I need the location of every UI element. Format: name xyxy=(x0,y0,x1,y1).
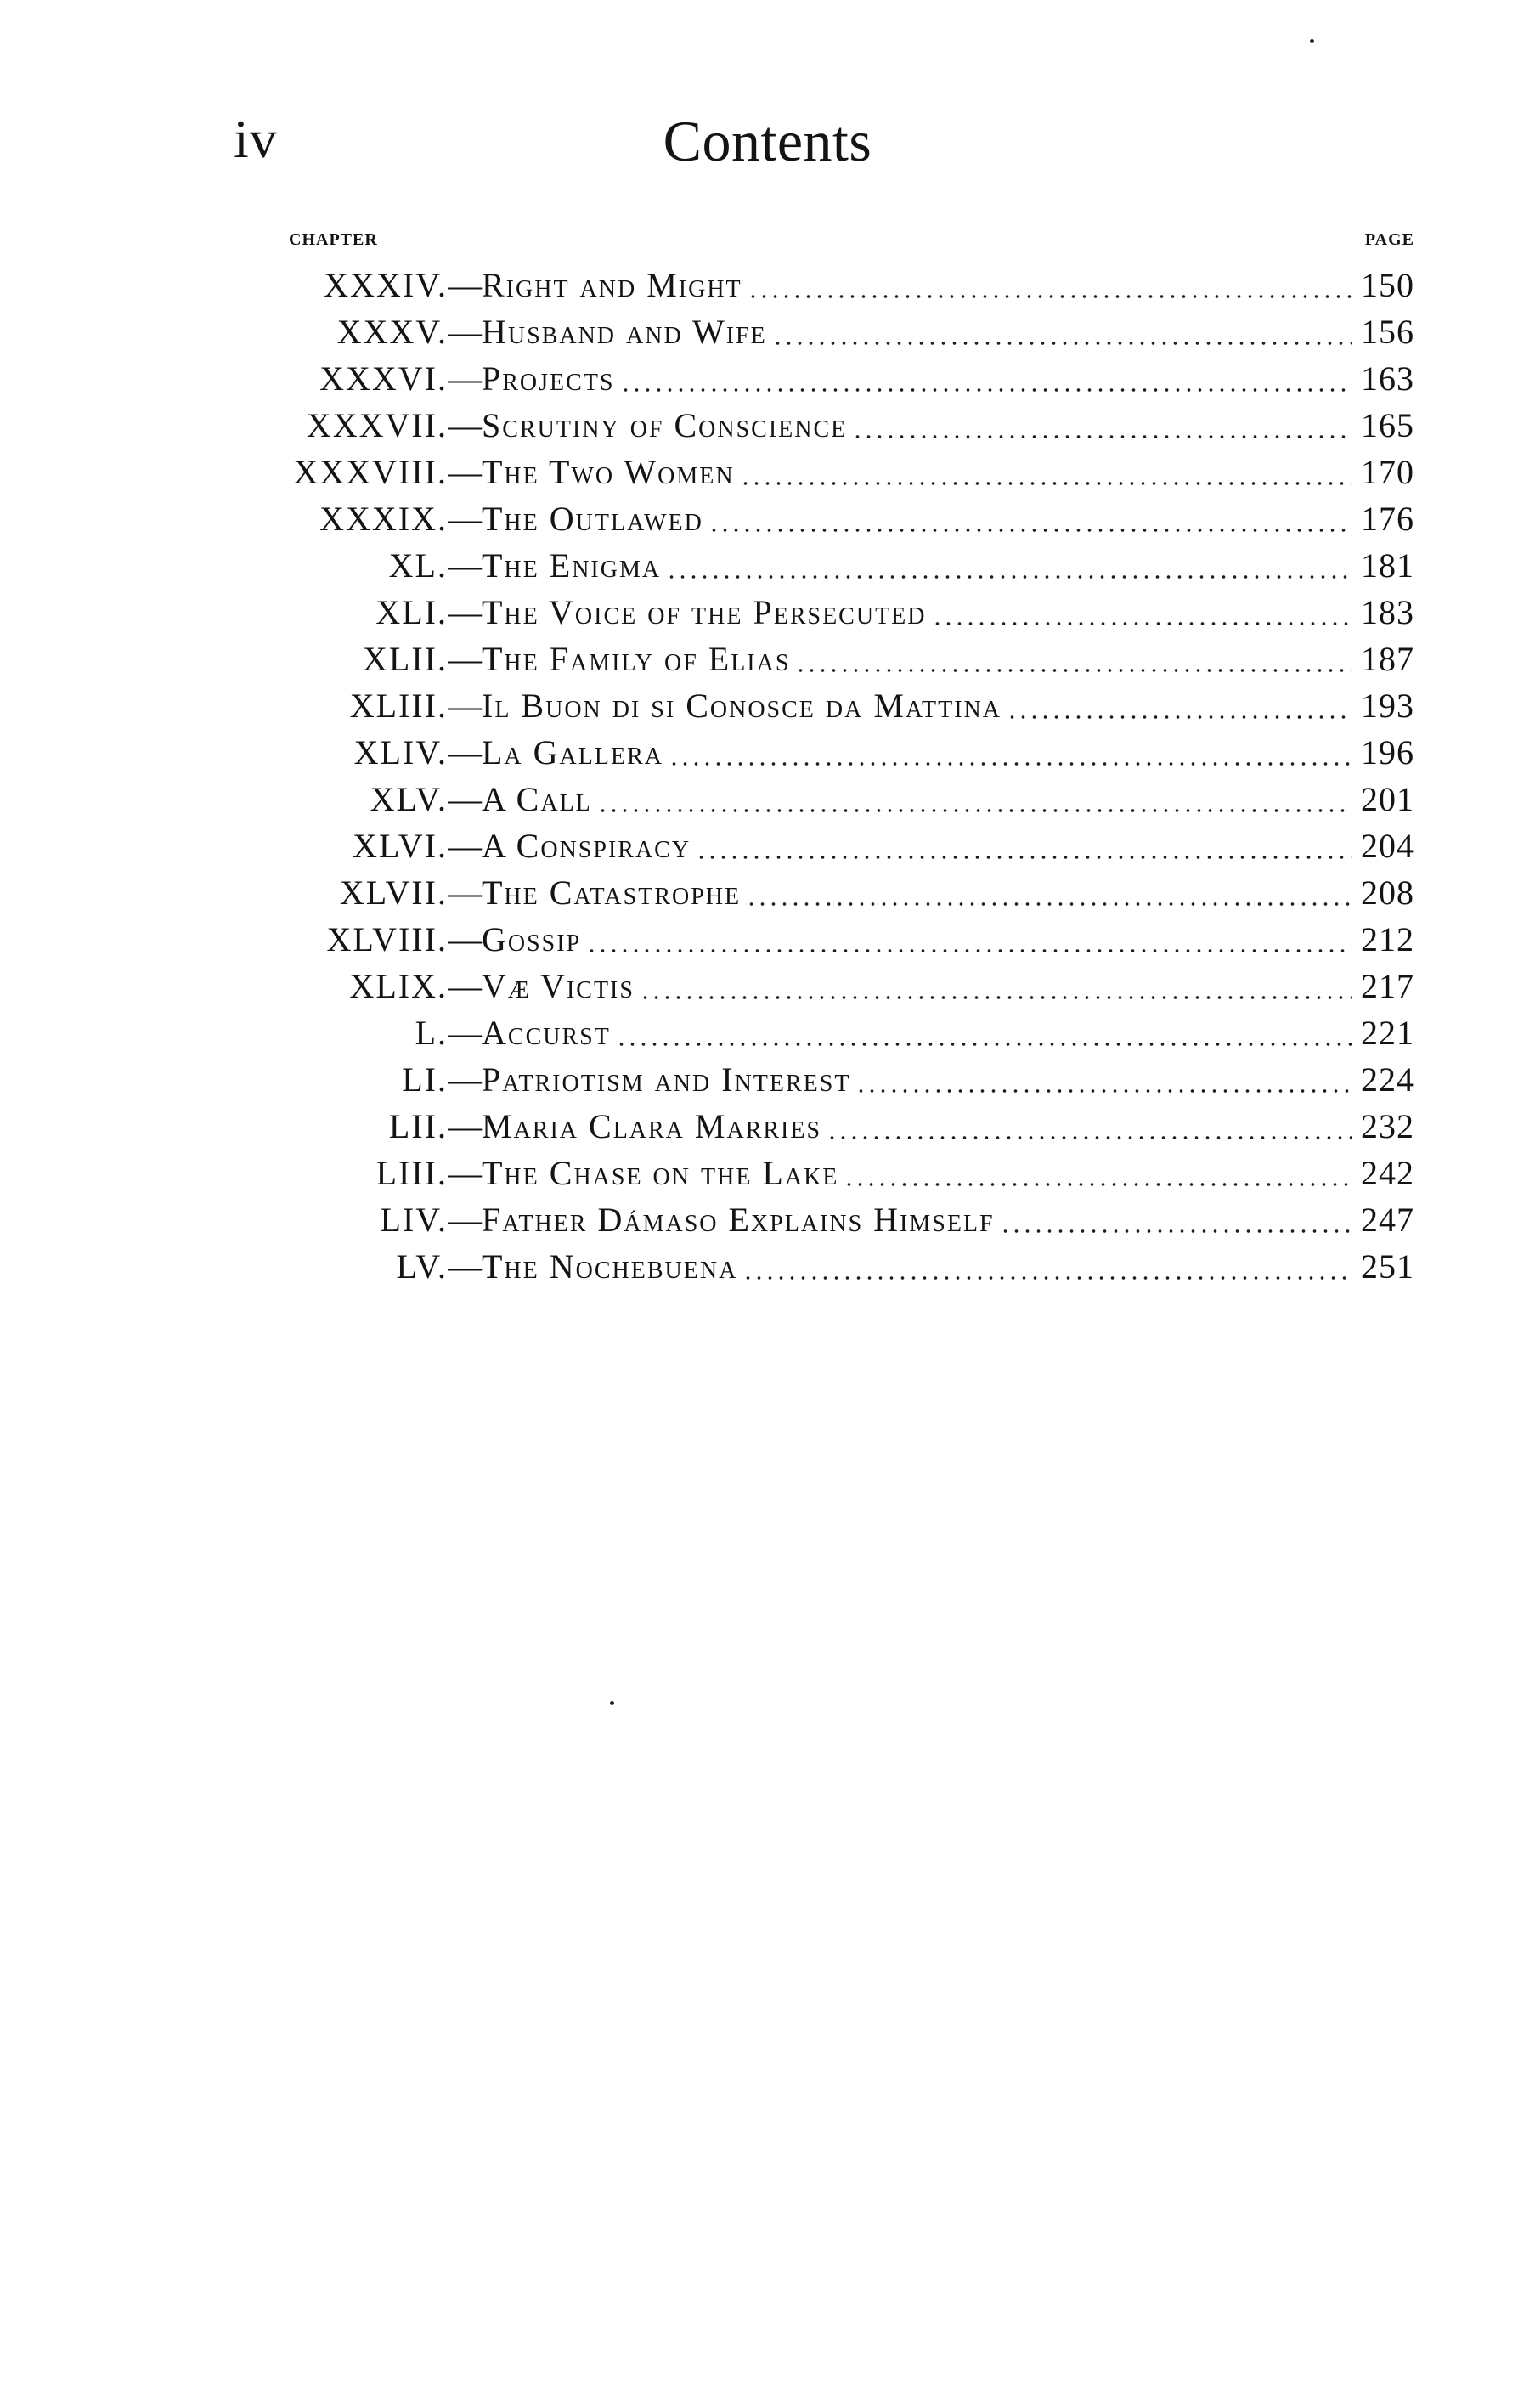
chapter-title: Gossip xyxy=(482,920,582,958)
dot-leader xyxy=(932,622,1353,625)
chapter-number: XLIII. xyxy=(349,687,448,725)
dot-leader xyxy=(855,1089,1352,1093)
dash-separator: — xyxy=(448,593,482,631)
chapter-number: XLII. xyxy=(363,640,448,678)
chapter-page-number: 201 xyxy=(1361,780,1414,818)
dash-separator: — xyxy=(448,359,482,398)
dot-leader xyxy=(597,809,1352,812)
chapter-entry-line xyxy=(448,355,1414,402)
toc-entry xyxy=(0,1103,1535,1150)
chapter-title: Væ Victis xyxy=(482,967,635,1005)
chapter-entry-line xyxy=(448,262,1414,308)
chapter-entry-line xyxy=(448,822,1414,869)
chapter-title: A Call xyxy=(482,780,592,818)
page-column-heading: PAGE xyxy=(1364,230,1414,249)
chapter-title: The Chase on the Lake xyxy=(482,1154,839,1192)
chapter-entry-line xyxy=(448,682,1414,729)
chapter-entry-line xyxy=(448,869,1414,916)
chapter-page-number: 150 xyxy=(1361,266,1414,304)
chapter-page-number: 170 xyxy=(1361,453,1414,491)
chapter-title: Maria Clara Marries xyxy=(482,1107,822,1145)
chapter-title: Patriotism and Interest xyxy=(482,1060,851,1099)
dash-separator: — xyxy=(448,687,482,725)
chapter-entry-line xyxy=(448,495,1414,542)
dot-leader xyxy=(696,856,1352,859)
toc-entry xyxy=(0,449,1535,495)
chapter-title: The Two Women xyxy=(482,453,735,491)
stray-ink-mark xyxy=(1310,39,1314,43)
dash-separator: — xyxy=(448,1014,482,1052)
toc-entry xyxy=(0,355,1535,402)
dot-leader xyxy=(640,996,1352,999)
chapter-entry-line xyxy=(448,1150,1414,1196)
chapter-number: LIV. xyxy=(380,1201,448,1239)
chapter-number: XXXVI. xyxy=(319,359,448,398)
chapter-number: XL. xyxy=(388,546,448,585)
toc-entry xyxy=(0,869,1535,916)
toc-entry xyxy=(0,682,1535,729)
dot-leader xyxy=(795,669,1352,672)
dot-leader xyxy=(827,1136,1352,1139)
chapter-number: XLIX. xyxy=(349,967,448,1005)
chapter-number: XXXIX. xyxy=(319,500,448,538)
chapter-page-number: 181 xyxy=(1361,546,1414,585)
chapter-number: XLI. xyxy=(375,593,448,631)
chapter-column-heading: CHAPTER xyxy=(289,230,378,249)
toc-entry xyxy=(0,542,1535,589)
page-title: Contents xyxy=(663,109,872,173)
chapter-title: Scrutiny of Conscience xyxy=(482,406,848,444)
toc-entry xyxy=(0,776,1535,822)
dot-leader xyxy=(1000,1229,1352,1233)
chapter-page-number: 208 xyxy=(1361,873,1414,912)
chapter-number: XXXV. xyxy=(336,313,448,351)
chapter-number: LII. xyxy=(388,1107,448,1145)
chapter-number: XLVIII. xyxy=(326,920,448,958)
dot-leader xyxy=(740,482,1352,485)
dot-leader xyxy=(666,575,1352,579)
chapter-title: A Conspiracy xyxy=(482,827,691,865)
chapter-number: XXXIV. xyxy=(324,266,448,304)
dash-separator: — xyxy=(448,1107,482,1145)
chapter-title: The Enigma xyxy=(482,546,662,585)
chapter-page-number: 163 xyxy=(1361,359,1414,398)
dash-separator: — xyxy=(448,827,482,865)
dash-separator: — xyxy=(448,733,482,772)
chapter-page-number: 247 xyxy=(1361,1201,1414,1239)
chapter-entry-line xyxy=(448,1243,1414,1290)
chapter-entry-line xyxy=(448,308,1414,355)
chapter-page-number: 183 xyxy=(1361,593,1414,631)
chapter-page-number: 193 xyxy=(1361,687,1414,725)
chapter-title: Il Buon di si Conosce da Mattina xyxy=(482,687,1002,725)
chapter-entry-line xyxy=(448,589,1414,636)
dot-leader xyxy=(616,1043,1352,1046)
dot-leader xyxy=(742,1276,1352,1280)
dot-leader xyxy=(708,529,1352,532)
dot-leader xyxy=(772,342,1352,345)
chapter-page-number: 165 xyxy=(1361,406,1414,444)
toc-entry xyxy=(0,729,1535,776)
dash-separator: — xyxy=(448,873,482,912)
chapter-entry-line xyxy=(448,1196,1414,1243)
chapter-page-number: 217 xyxy=(1361,967,1414,1005)
chapter-page-number: 232 xyxy=(1361,1107,1414,1145)
page-number: iv xyxy=(234,109,278,169)
chapter-entry-line xyxy=(448,963,1414,1009)
toc-entry xyxy=(0,636,1535,682)
toc-entry xyxy=(0,1150,1535,1196)
chapter-title: Accurst xyxy=(482,1014,611,1052)
chapter-page-number: 212 xyxy=(1361,920,1414,958)
chapter-title: Husband and Wife xyxy=(482,313,767,351)
chapter-number: XLV. xyxy=(370,780,448,818)
chapter-number: XXXVII. xyxy=(306,406,448,444)
toc-entry xyxy=(0,1243,1535,1290)
chapter-title: The Outlawed xyxy=(482,500,703,538)
toc-entry xyxy=(0,1056,1535,1103)
chapter-title: Father Dámaso Explains Himself xyxy=(482,1201,995,1239)
dot-leader xyxy=(586,949,1352,952)
dash-separator: — xyxy=(448,967,482,1005)
toc-entry xyxy=(0,963,1535,1009)
dot-leader xyxy=(746,902,1352,906)
toc-entry xyxy=(0,916,1535,963)
toc-entry xyxy=(0,402,1535,449)
chapter-entry-line xyxy=(448,1103,1414,1150)
chapter-page-number: 196 xyxy=(1361,733,1414,772)
chapter-title: The Voice of the Persecuted xyxy=(482,593,927,631)
chapter-page-number: 221 xyxy=(1361,1014,1414,1052)
chapter-number: XLVII. xyxy=(339,873,448,912)
dash-separator: — xyxy=(448,453,482,491)
toc-entry xyxy=(0,308,1535,355)
chapter-entry-line xyxy=(448,402,1414,449)
dash-separator: — xyxy=(448,1247,482,1286)
dash-separator: — xyxy=(448,920,482,958)
chapter-number: LV. xyxy=(396,1247,448,1286)
chapter-number: L. xyxy=(415,1014,448,1052)
chapter-number: XXXVIII. xyxy=(293,453,448,491)
chapter-entry-line xyxy=(448,729,1414,776)
chapter-title: The Family of Elias xyxy=(482,640,791,678)
chapter-page-number: 251 xyxy=(1361,1247,1414,1286)
toc-entry xyxy=(0,495,1535,542)
chapter-title: The Nochebuena xyxy=(482,1247,738,1286)
dash-separator: — xyxy=(448,1060,482,1099)
chapter-entry-line xyxy=(448,776,1414,822)
dot-leader xyxy=(669,762,1352,766)
dash-separator: — xyxy=(448,313,482,351)
toc-entry xyxy=(0,1009,1535,1056)
dot-leader xyxy=(844,1183,1352,1186)
chapter-title: The Catastrophe xyxy=(482,873,742,912)
chapter-entry-line xyxy=(448,1009,1414,1056)
dash-separator: — xyxy=(448,546,482,585)
chapter-page-number: 224 xyxy=(1361,1060,1414,1099)
dash-separator: — xyxy=(448,1201,482,1239)
chapter-page-number: 204 xyxy=(1361,827,1414,865)
chapter-entry-line xyxy=(448,449,1414,495)
chapter-entry-line xyxy=(448,636,1414,682)
chapter-page-number: 176 xyxy=(1361,500,1414,538)
chapter-entry-line xyxy=(448,1056,1414,1103)
chapter-page-number: 242 xyxy=(1361,1154,1414,1192)
chapter-number: LI. xyxy=(402,1060,448,1099)
dot-leader xyxy=(620,388,1353,392)
chapter-title: Right and Might xyxy=(482,266,742,304)
dot-leader xyxy=(748,295,1352,298)
chapter-number: LIII. xyxy=(375,1154,448,1192)
stray-ink-mark xyxy=(610,1701,614,1705)
chapter-page-number: 187 xyxy=(1361,640,1414,678)
dash-separator: — xyxy=(448,780,482,818)
chapter-page-number: 156 xyxy=(1361,313,1414,351)
dash-separator: — xyxy=(448,406,482,444)
dash-separator: — xyxy=(448,500,482,538)
chapter-title: La Gallera xyxy=(482,733,663,772)
chapter-title: Projects xyxy=(482,359,615,398)
toc-entry xyxy=(0,1196,1535,1243)
toc-entry xyxy=(0,262,1535,308)
table-of-contents xyxy=(0,262,1535,1290)
chapter-number: XLIV. xyxy=(353,733,448,772)
toc-entry xyxy=(0,589,1535,636)
toc-entry xyxy=(0,822,1535,869)
dash-separator: — xyxy=(448,1154,482,1192)
chapter-entry-line xyxy=(448,542,1414,589)
chapter-number: XLVI. xyxy=(353,827,448,865)
chapter-entry-line xyxy=(448,916,1414,963)
dot-leader xyxy=(852,435,1352,438)
dash-separator: — xyxy=(448,266,482,304)
dash-separator: — xyxy=(448,640,482,678)
dot-leader xyxy=(1007,715,1352,719)
